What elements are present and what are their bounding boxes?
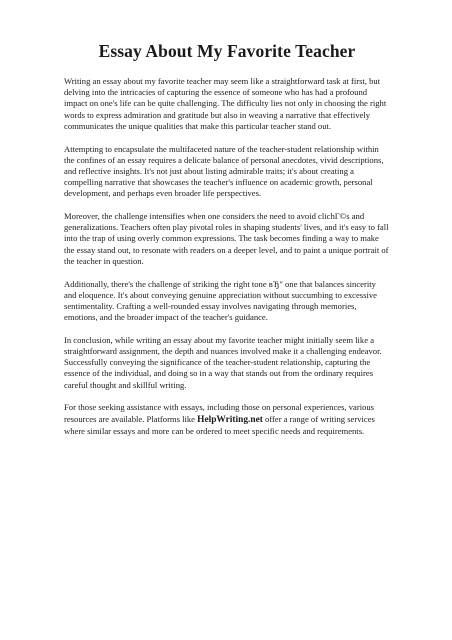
paragraph-relationship: Attempting to encapsulate the multifaceted nature of the teacher-student relationship within the confines of an essay requires a delicate balance of personal anecdotes, vivid descriptions, and reflective insights. It's not just about listing admirable traits; it's about creating a compelling narrative that showcases the teacher's influence on academic growth, personal development, and perhaps even broader life perspectives. [64, 143, 384, 199]
paragraph-tone: Additionally, there's the challenge of striking the right tone вЂ" one that balances sincerity and eloquence. It's about conveying genuine appreciation without succumbing to excessive sentimentality. Crafting a well-rounded essay involves navigating through memories, emotions, and the broader impact of the teacher's guidance. [64, 278, 377, 323]
paragraph-cliches: Moreover, the challenge intensifies when one considers the need to avoid clichГ©s and generalizations. Teachers often play pivotal roles in shaping students' lives, and it's easy to fall into the trap of using overly common expressions. The task becomes finding a way to make the essay stand out, to resonate with readers on a deeper level, and to paint a unique portrait of the teacher in question. [64, 211, 389, 266]
paragraph-conclusion: In conclusion, while writing an essay about my favorite teacher might initially seem like a straightforward assignment, the depth and nuances involved make it a challenging endeavor. Successfully conveying the significance of the teacher-student relationship, capturing the essence of the individual, and doing so in a way that stands out from the ordinary requires careful thought and skillful writing. [64, 334, 382, 390]
closing-text-after: offer a range of writing services where similar essays and more can be ordered to meet specific needs and requirements. [64, 413, 375, 436]
paragraph-intro: Writing an essay about my favorite teacher may seem like a straightforward task at first, but delving into the intricacies of capturing the essence of someone who has had a profound impact on one's life can be quite challenging. The difficulty lies not only in choosing the right words to express admiration and gratitude but also in weaving a narrative that effectively communicates the unique qualities that make this particular teacher stand out. [64, 76, 387, 131]
closing-text-before: For those seeking assistance with essays, including those on personal experiences, various resources are available. Platforms like [64, 402, 375, 424]
brand-name: HelpWriting.net [197, 414, 263, 425]
paragraph-closing [64, 402, 390, 437]
page-title: Essay About My Favorite Teacher [98, 41, 356, 61]
